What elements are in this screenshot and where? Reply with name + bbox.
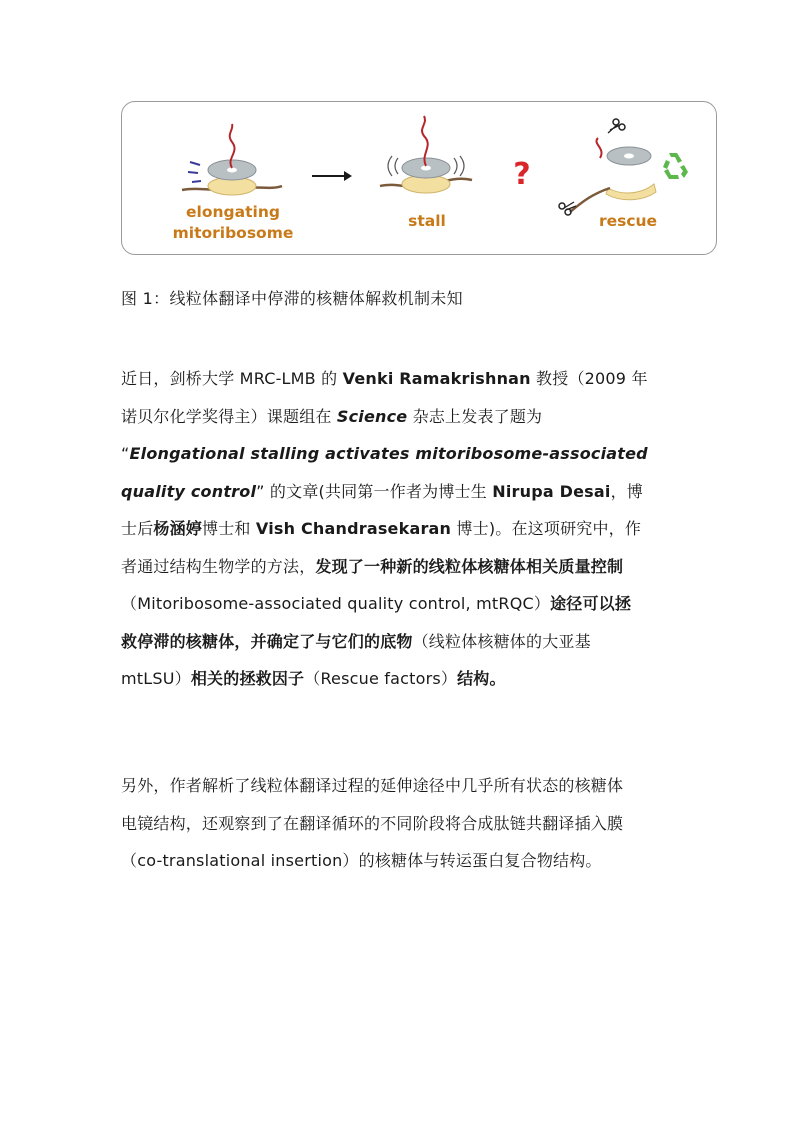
figure-panel (121, 101, 717, 255)
author-name: Vish Chandrasekaran (255, 519, 452, 538)
paragraph-1-line-5 (121, 510, 681, 548)
text-span: （线粒体核糖体的大亚基 (412, 631, 591, 651)
label-elongating: elongating mitoribosome (172, 203, 294, 242)
text-span: 博士和 (202, 519, 256, 538)
text-span: 者通过结构生物学的方法， (121, 556, 316, 576)
highlight-text: 结构。 (457, 669, 506, 688)
text-span: ” 的文章(共同第一作者为博士生 (256, 481, 493, 501)
motion-lines-icon (188, 162, 201, 182)
paragraph-1-line-7 (121, 585, 681, 623)
article-title: Elongational stalling activates mitoribosome-associated (129, 444, 648, 463)
text-span: 杂志上发表了题为 (407, 406, 543, 426)
elongating-mitoribosome-graphic (182, 124, 282, 195)
recycle-icon (663, 153, 688, 179)
stalled-ribosome-graphic (380, 116, 472, 193)
figure-caption: 图 1：线粒体翻译中停滞的核糖体解救机制未知 (121, 289, 463, 308)
text-span: ，博 (610, 481, 643, 501)
text-span: 博士)。在这项研究中，作 (451, 519, 642, 538)
paragraph-1-line-9 (121, 660, 681, 698)
text-span: mtLSU） (121, 669, 191, 688)
text-span: 教授（2009 年 (530, 369, 648, 388)
highlight-text: 救停滞的核糖体，并确定了与它们的底物 (121, 631, 413, 651)
highlight-text: 相关的拯救因子 (190, 669, 305, 688)
author-name: 杨涵婷 (153, 519, 203, 538)
paragraph-1-line-8 (121, 623, 681, 661)
paragraph-2 (121, 767, 681, 880)
rescue-graphic (559, 119, 688, 215)
text-span: （Rescue factors） (304, 669, 458, 688)
author-name: Venki Ramakrishnan (342, 369, 531, 388)
label-rescue: rescue (598, 212, 658, 230)
text-span: 士后 (121, 519, 154, 538)
highlight-text: 发现了一种新的线粒体核糖体相关质量控制 (315, 556, 624, 576)
arrow-right-icon (312, 171, 352, 181)
paragraph-1 (121, 360, 681, 698)
paragraph-1-line-4 (121, 473, 681, 511)
paragraph-2-line-3: （co-translational insertion）的核糖体与转运蛋白复合物结构。 (121, 851, 602, 870)
author-name: Nirupa Desai (492, 481, 611, 501)
text-span: 诺贝尔化学奖得主）课题组在 (121, 406, 337, 426)
paragraph-1-line-6 (121, 548, 681, 586)
paragraph-2-line-1: 另外，作者解析了线粒体翻译过程的延伸途径中几乎所有状态的核糖体 (121, 776, 624, 795)
text-span: （Mitoribosome-associated quality control, mtRQC） (121, 594, 551, 613)
paragraph-1-line-1 (121, 360, 681, 398)
question-mark: ? (513, 157, 531, 192)
paragraph-2-line-2: 电镜结构，还观察到了在翻译循环的不同阶段将合成肽链共翻译插入膜 (121, 813, 624, 833)
paragraph-1-line-3 (121, 435, 681, 473)
label-stall: stall (408, 212, 446, 230)
scissors-icon (608, 119, 625, 133)
highlight-text: 途径可以拯 (550, 594, 632, 613)
text-span: 近日，剑桥大学 MRC-LMB 的 (121, 369, 343, 388)
journal-name: Science (336, 406, 408, 426)
text-span: “ (121, 444, 130, 463)
article-title: quality control (121, 481, 257, 501)
paragraph-1-line-2 (121, 398, 681, 436)
